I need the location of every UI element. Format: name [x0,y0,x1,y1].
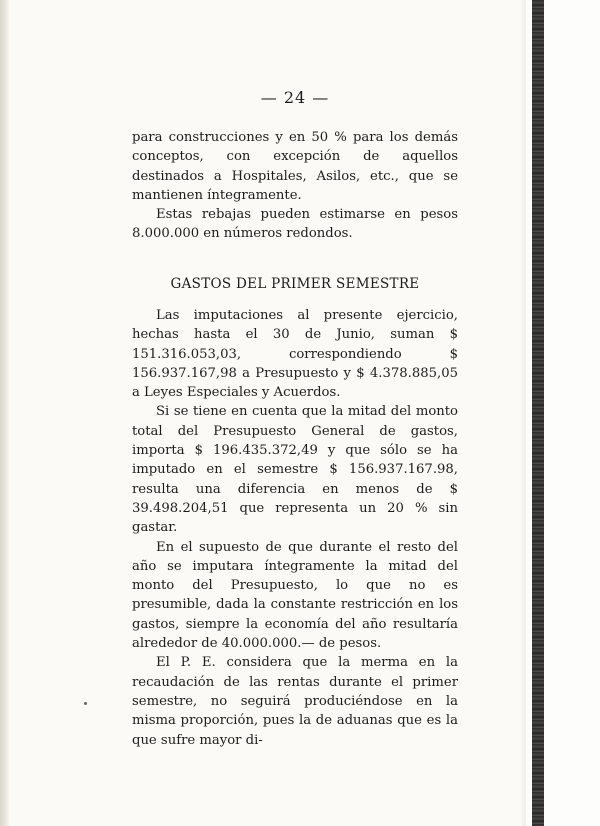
binding-edge [532,0,544,826]
page-number: — 24 — [260,88,330,107]
paragraph: Las imputaciones al presente ejercicio, hechas hasta el 30 de Junio, suman $ 151.316.053,03, correspondiendo $ 156.937.167,98 a Presupuesto y $ 4.378.885,05 a Leyes Especiales y Acuerdos. [132,308,458,401]
paragraph: En el supuesto de que durante el resto del año se imputara íntegramente la mitad del monto del Presupuesto, lo que no es presumible, dada la constante restricción en los gastos, siempre la economía del año resultaría alrededor de 40.000.000.— de pesos. [132,539,458,652]
ink-speck [84,702,87,705]
paragraph: El P. E. considera que la merma en la recaudación de las rentas durante el primer semestre, no seguirá produciéndose en la misma proporción, pues la de aduanas que es la que sufre mayor di- [132,655,458,748]
paragraph: Si se tiene en cuenta que la mitad del monto total del Presupuesto General de gastos, importa $ 196.435.372,49 y que sólo se ha imputado en el semestre $ 156.937.167.98, resulta una diferencia en menos de $ 39.498.204,51 que representa un 20 % sin gastar. [132,404,458,536]
section-text [132,306,458,750]
paragraph: para construcciones y en 50 % para los demás conceptos, con excepción de aquellos destinados a Hospitales, Asilos, etc., que se mantienen íntegramente. [132,130,458,203]
intro-text [132,128,458,244]
section-heading: GASTOS DEL PRIMER SEMESTRE [170,276,420,292]
page-left-edge [0,0,10,826]
paragraph: Estas rebajas pueden estimarse en pesos 8.000.000 en números redondos. [132,207,458,242]
